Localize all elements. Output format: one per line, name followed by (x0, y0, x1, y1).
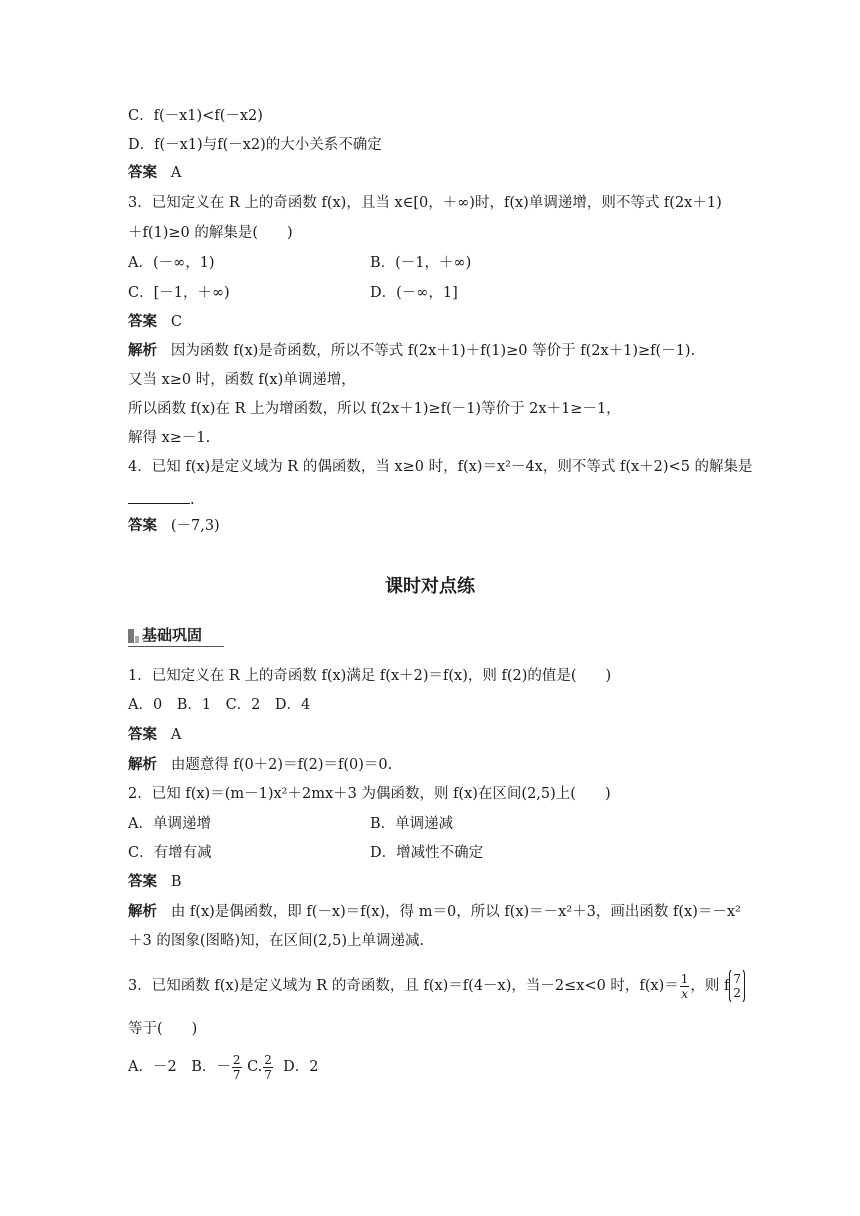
fraction-1-over-x: $\frac{1}{x}$ (680, 971, 689, 1001)
practice-2-stem: 2．已知 f(x)＝(m－1)x²＋2mx＋3 为偶函数，则 f(x)在区间(2,5)上( ) (128, 786, 611, 802)
answer-value: A (170, 727, 182, 743)
option-c: C．有增有减 (128, 845, 212, 861)
section-header-label: 基础巩固 (142, 626, 203, 644)
answer-label: 答案 (128, 314, 157, 330)
practice-1-stem: 1．已知定义在 R 上的奇函数 f(x)满足 f(x＋2)＝f(x)，则 f(2)的值是( ) (128, 668, 612, 684)
option-b: B．(－1，＋∞) (370, 255, 472, 271)
fraction-option-c: $\frac{2}{7}$ (264, 1052, 272, 1082)
question-4-stem-line1: 4．已知 f(x)是定义域为 R 的偶函数，当 x≥0 时，f(x)＝x²－4x，则不等式 f(x＋2)<5 的解集是 (128, 459, 753, 475)
practice-3-options: A．－2 B．－ $\frac{2}{7}$ C. $\frac{2}{7}$ D．2 (128, 1052, 319, 1082)
answer-label: 答案 (128, 518, 157, 534)
practice-3-stem: 3．已知函数 f(x)是定义域为 R 的奇函数，且 f(x)＝f(4－x)，当－2≤x<0 时，f(x)＝ $\frac{1}{x}$ ，则 f 7 2 (128, 968, 745, 1004)
answer-value: B (170, 874, 182, 890)
solution-label: 解析 (128, 343, 157, 359)
question-3a-stem-line1: 3．已知定义在 R 上的奇函数 f(x)，且当 x∈[0，＋∞)时，f(x)单调递增，则不等式 f(2x＋1) (128, 195, 722, 211)
practice-3-stem-line2: 等于( ) (128, 1021, 198, 1037)
answer-value: A (170, 165, 182, 181)
answer-value: C (170, 314, 182, 330)
option-d: D．f(－x1)与f(－x2)的大小关系不确定 (128, 137, 382, 153)
option-d: D．增减性不确定 (370, 845, 484, 861)
answer-blank (128, 487, 190, 504)
section-title: 课时对点练 (385, 576, 475, 597)
option-a: A．单调递增 (128, 816, 211, 832)
answer-label: 答案 (128, 165, 157, 181)
solution-line2: ＋3 的图象(图略)知，在区间(2,5)上单调递减. (128, 933, 425, 949)
solution-text: 因为函数 f(x)是奇函数，所以不等式 f(2x＋1)＋f(1)≥0 等价于 f(2x＋1)≥f(－1). (170, 343, 696, 359)
solution-label: 解析 (128, 904, 157, 920)
practice-2-options-ab (128, 814, 454, 834)
solution-label: 解析 (128, 757, 157, 773)
question-3a-stem-line2: ＋f(1)≥0 的解集是( ) (128, 225, 293, 241)
solution-text: 由 f(x)是偶函数，即 f(－x)＝f(x)，得 m＝0，所以 f(x)＝－x²＋3，画出函数 f(x)＝－x² (170, 904, 741, 920)
answer-label: 答案 (128, 874, 157, 890)
option-c: C．f(－x1)<f(－x2) (128, 108, 263, 124)
solution-text: 由题意得 f(0＋2)＝f(2)＝f(0)＝0. (170, 757, 393, 773)
solution-line4: 解得 x≥－1. (128, 430, 211, 446)
parenthesized-fraction: 7 2 (729, 968, 745, 1004)
option-b: B．单调递减 (370, 816, 454, 832)
option-c: C．[－1，＋∞) (128, 285, 230, 301)
section-marker-icon (128, 629, 134, 643)
section-marker-icon-small (135, 636, 139, 643)
question-4-stem-line2: . (128, 487, 195, 510)
answer-line (128, 725, 181, 745)
answer-line (128, 872, 181, 892)
answer-line (128, 163, 181, 183)
answer-label: 答案 (128, 727, 157, 743)
option-a: A．(－∞，1) (128, 255, 215, 271)
solution-line1 (128, 341, 695, 361)
solution-line2: 又当 x≥0 时，函数 f(x)单调递增， (128, 372, 356, 388)
solution-line (128, 755, 392, 775)
fraction-option-b: $\frac{2}{7}$ (232, 1052, 241, 1082)
practice-1-options: A．0 B．1 C．2 D．4 (128, 697, 311, 713)
section-header (128, 624, 224, 647)
answer-value: (－7,3) (170, 518, 220, 534)
answer-line (128, 516, 220, 536)
option-d: D．(－∞，1] (370, 285, 458, 301)
question-3a-options-ab (128, 253, 472, 273)
practice-2-options-cd (128, 843, 484, 863)
solution-line3: 所以函数 f(x)在 R 上为增函数，所以 f(2x＋1)≥f(－1)等价于 2x＋1≥－1， (128, 401, 621, 417)
solution-line1 (128, 902, 741, 922)
question-3a-options-cd (128, 283, 458, 303)
answer-line (128, 312, 182, 332)
